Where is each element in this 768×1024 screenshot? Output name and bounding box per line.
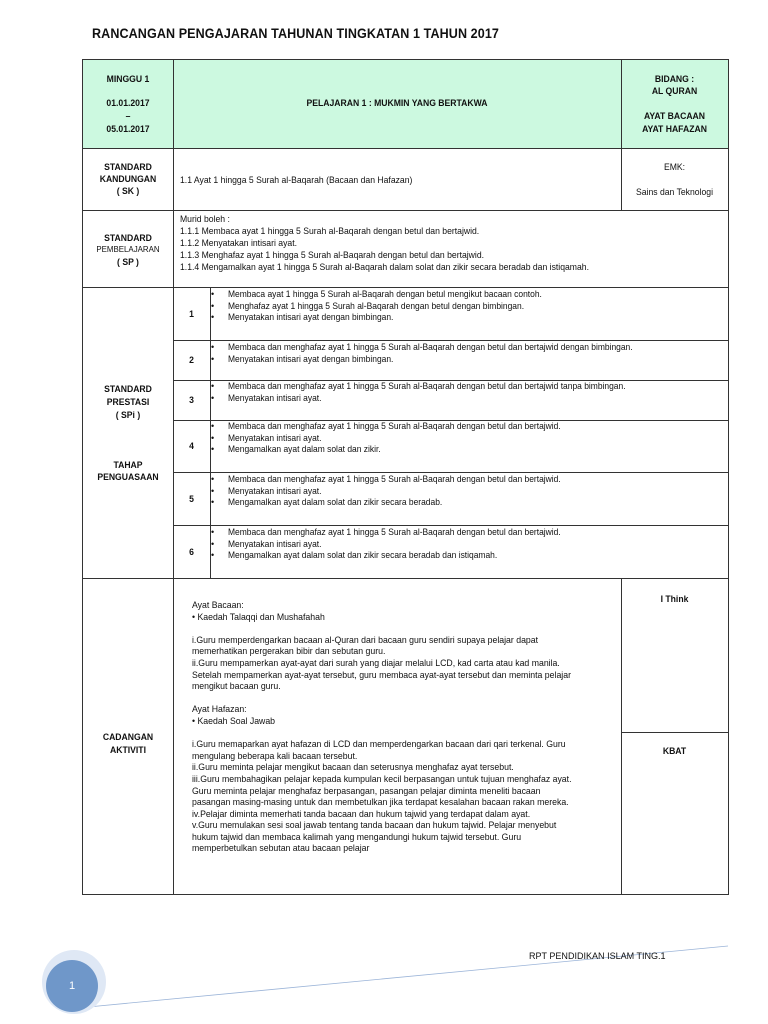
level-number: 3 [189, 394, 194, 405]
date-end: 05.01.2017 [106, 123, 150, 134]
date-dash: – [125, 110, 131, 121]
bidang-value: AL QURAN [651, 85, 698, 96]
level-number: 5 [189, 493, 194, 504]
aktiviti-line: Guru meminta pelajar menghafaz berpasangan, pasangan pelajar diminta meneliti bacaan [192, 784, 541, 796]
aktiviti-line: i.Guru memperdengarkan bacaan al-Quran dari bacaan guru sendiri supaya pelajar dapat [192, 633, 539, 645]
aktiviti-line: • Kaedah Soal Jawab [192, 714, 276, 726]
list-item: • Menghafaz ayat 1 hingga 5 Surah al-Baqarah dengan betul dengan bimbingan. [211, 300, 525, 311]
sp-label-1: STANDARD [104, 232, 152, 243]
list-item: • Menyatakan intisari ayat. [211, 392, 322, 403]
spi-label-3: ( SPi ) [115, 409, 141, 420]
list-item: • Membaca dan menghafaz ayat 1 hingga 5 Surah al-Baqarah dengan betul dan bertajwid tanpa bimbingan. [211, 381, 626, 391]
sk-content: 1.1 Ayat 1 hingga 5 Surah al-Baqarah (Bacaan dan Hafazan) [180, 174, 413, 185]
aktiviti-line: i.Guru memaparkan ayat hafazan di LCD dan memperdengarkan bacaan dari qari terkenal. Guru [192, 738, 566, 750]
bidang-label: BIDANG : [654, 73, 695, 84]
aktiviti-line: ii.Guru meminta pelajar mengikut bacaan dan seterusnya menghafaz ayat tersebut. [192, 761, 514, 773]
list-item: • Mengamalkan ayat dalam solat dan zikir. [211, 444, 381, 454]
page-number-badge: 1 [46, 960, 98, 1012]
footer-label: RPT PENDIDIKAN ISLAM TING.1 [529, 951, 666, 962]
spi-label-4: TAHAP [113, 459, 143, 470]
level-number: 2 [189, 354, 194, 365]
aktiviti-line: pasangan masing-masing untuk dan membetulkan jika terdapat kesalahan bacaan rakan mereka. [192, 796, 569, 808]
ayat-hafazan-label: AYAT HAFAZAN [642, 123, 707, 134]
aktiviti-line: mengikut bacaan guru. [192, 680, 281, 692]
sp-line-4: 1.1.4 Mengamalkan ayat 1 hingga 5 Surah al-Baqarah dalam solat dan zikir secara beradab dan istiqamah. [180, 261, 589, 272]
list-item: • Menyatakan intisari ayat dengan bimbingan. [211, 353, 394, 364]
aktiviti-line: • Kaedah Talaqqi dan Mushafahah [192, 610, 325, 622]
sp-line-1: 1.1.1 Membaca ayat 1 hingga 5 Surah al-Baqarah dengan betul dan bertajwid. [180, 225, 480, 236]
sp-label-3: ( SP ) [117, 256, 139, 267]
list-item: • Membaca dan menghafaz ayat 1 hingga 5 Surah al-Baqarah dengan betul dan bertajwid. [211, 527, 561, 537]
ayat-bacaan-label: AYAT BACAAN [643, 110, 706, 121]
kbat-label: KBAT [662, 745, 687, 756]
aktiviti-line: ii.Guru mempamerkan ayat-ayat dari surah yang diajar melalui LCD, kad carta atau kad manila. [192, 656, 560, 668]
spi-label-5: PENGUASAAN [97, 471, 159, 482]
spi-label-2: PRESTASI [106, 396, 150, 407]
aktiviti-line: v.Guru memulakan sesi soal jawab tentang tanda bacaan dan hukum tajwid. Pelajar menyebut [192, 819, 557, 831]
level-number: 1 [189, 308, 194, 319]
aktiviti-line: iii.Guru membahagikan pelajar kepada kumpulan kecil berpasangan untuk tujuan menghafaz ayat. [192, 772, 572, 784]
sp-label-2: PEMBELAJARAN [96, 244, 160, 254]
list-item: • Membaca dan menghafaz ayat 1 hingga 5 Surah al-Baqarah dengan betul dan bertajwid. [211, 421, 561, 431]
sk-label-2: KANDUNGAN [99, 173, 157, 184]
list-item: • Mengamalkan ayat dalam solat dan zikir secara beradab dan istiqamah. [211, 550, 498, 560]
sk-label-3: ( SK ) [116, 185, 140, 196]
list-item: • Mengamalkan ayat dalam solat dan zikir secara beradab. [211, 497, 443, 507]
aktiviti-line: Ayat Bacaan: [192, 599, 244, 610]
list-item: • Menyatakan intisari ayat. [211, 485, 322, 496]
aktiviti-line: Setelah mempamerkan ayat-ayat tersebut, guru membaca ayat-ayat tersebut dan meminta pelajar [192, 668, 571, 680]
list-item: • Menyatakan intisari ayat. [211, 538, 322, 549]
page-title: RANCANGAN PENGAJARAN TAHUNAN TINGKATAN 1 TAHUN 2017 [92, 26, 499, 41]
sp-line-0: Murid boleh : [180, 213, 230, 224]
list-item: • Menyatakan intisari ayat dengan bimbingan. [211, 312, 394, 322]
aktiviti-label-1: CADANGAN [102, 731, 154, 742]
emk-label: EMK: [663, 161, 686, 172]
pelajaran-title: PELAJARAN 1 : MUKMIN YANG BERTAKWA [306, 97, 488, 108]
aktiviti-line: mengulang beberapa kali bacaan tersebut. [192, 749, 358, 761]
emk-value: Sains dan Teknologi [635, 186, 714, 197]
date-start: 01.01.2017 [106, 97, 150, 108]
aktiviti-line: hukum tajwid dan membaca kalimah yang mengandungi hukum tajwid tersebut. Guru [192, 830, 522, 842]
level-number: 4 [189, 440, 194, 451]
aktiviti-line: iv.Pelajar diminta memerhati tanda bacaan dan hukum tajwid yang terdapat dalam ayat. [192, 807, 531, 819]
list-item: • Menyatakan intisari ayat. [211, 432, 322, 443]
spi-label-1: STANDARD [104, 383, 152, 394]
list-item: • Membaca dan menghafaz ayat 1 hingga 5 Surah al-Baqarah dengan betul dan bertajwid. [211, 474, 561, 484]
aktiviti-line: memerhatikan pergerakan bibir dan sebutan guru. [192, 645, 386, 657]
aktiviti-line: memperbetulkan sebutan atau bacaan pelajar [192, 842, 370, 854]
sp-line-2: 1.1.2 Menyatakan intisari ayat. [180, 237, 297, 248]
aktiviti-line: Ayat Hafazan: [192, 703, 247, 715]
list-item: • Membaca ayat 1 hingga 5 Surah al-Baqarah dengan betul mengikut bacaan contoh. [211, 289, 542, 299]
aktiviti-label-2: AKTIVITI [110, 744, 146, 755]
sk-label-1: STANDARD [104, 161, 152, 172]
minggu-label: MINGGU 1 [106, 73, 150, 84]
level-number: 6 [189, 546, 194, 557]
sp-line-3: 1.1.3 Menghafaz ayat 1 hingga 5 Surah al-Baqarah dengan betul dan bertajwid. [180, 249, 485, 260]
list-item: • Membaca dan menghafaz ayat 1 hingga 5 Surah al-Baqarah dengan betul dan bertajwid dengan bimbingan. [211, 342, 633, 352]
i-think-label: I Think [660, 593, 689, 604]
